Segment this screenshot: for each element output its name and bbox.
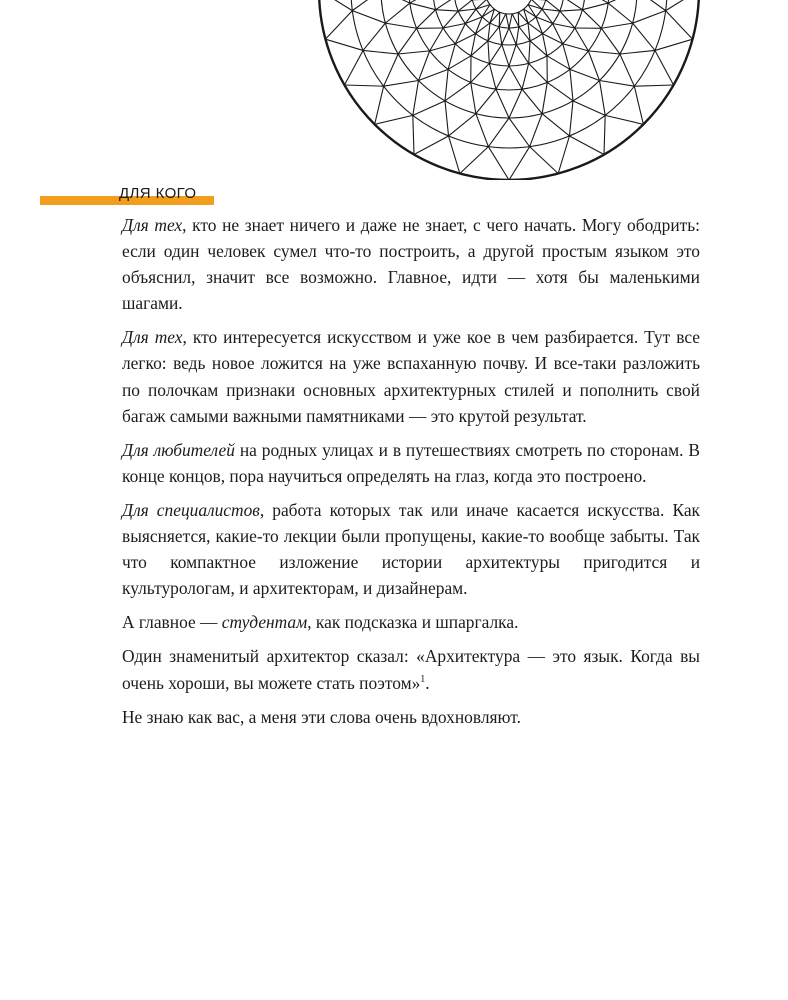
paragraph-text: на родных улицах и в путешествиях смотреть по сторонам. В конце концов, пора научиться определять на глаз, когда это построено. [122, 439, 701, 486]
paragraph-lead: Для специалистов [122, 499, 260, 520]
geodesic-dome-illustration [0, 0, 788, 180]
paragraph-3 [122, 437, 700, 489]
quote-text: Один знаменитый архитектор сказал: «Архитектура — это язык. Когда вы очень хороши, вы можете стать поэтом» [122, 646, 700, 693]
footnote-marker: 1 [420, 673, 426, 685]
paragraph-text: , работа которых так или иначе касается искусства. Как выясняется, какие-то лекции были пропущены, какие-то вообще забыты. Так что компактное изложение истории архитектуры пригодится и культурологам, и архитекторам, и дизайнерам. [122, 499, 700, 599]
body-text [122, 212, 700, 738]
paragraph-2 [122, 324, 700, 428]
quote-end: . [425, 672, 430, 693]
students-after: , как подсказка и шпаргалка. [307, 612, 519, 633]
paragraph-lead: Для тех [122, 215, 183, 235]
paragraph-closing: Не знаю как вас, а меня эти слова очень вдохновляют. [122, 706, 521, 727]
paragraph-4 [122, 497, 700, 601]
paragraph-lead: Для любителей [122, 439, 235, 460]
paragraph-students [122, 609, 700, 635]
paragraph-1 [122, 212, 700, 316]
section-header [40, 183, 240, 207]
section-title: ДЛЯ КОГО [119, 185, 197, 202]
paragraph-quote [122, 643, 700, 695]
paragraph-lead: Для тех [122, 327, 183, 348]
paragraph-text: , кто интересуется искусством и уже кое в чем разбирается. Тут все легко: ведь новое ложится на уже вспаханную почву. И все-таки разложить по полочкам признаки основных архитектурных стилей и пополнить свой багаж самыми важными памятниками — это крутой результат. [122, 327, 700, 426]
students-before: А главное — [122, 612, 222, 633]
geodesic-dome-icon [0, 0, 788, 180]
paragraph-text: , кто не знает ничего и даже не знает, с чего начать. Могу ободрить: если один человек сумел что-то построить, а другой простым языком это объяснил, значит все возможно. Главное, идти — хотя бы маленькими шагами. [122, 215, 700, 314]
students-italic: студентам [221, 612, 308, 633]
